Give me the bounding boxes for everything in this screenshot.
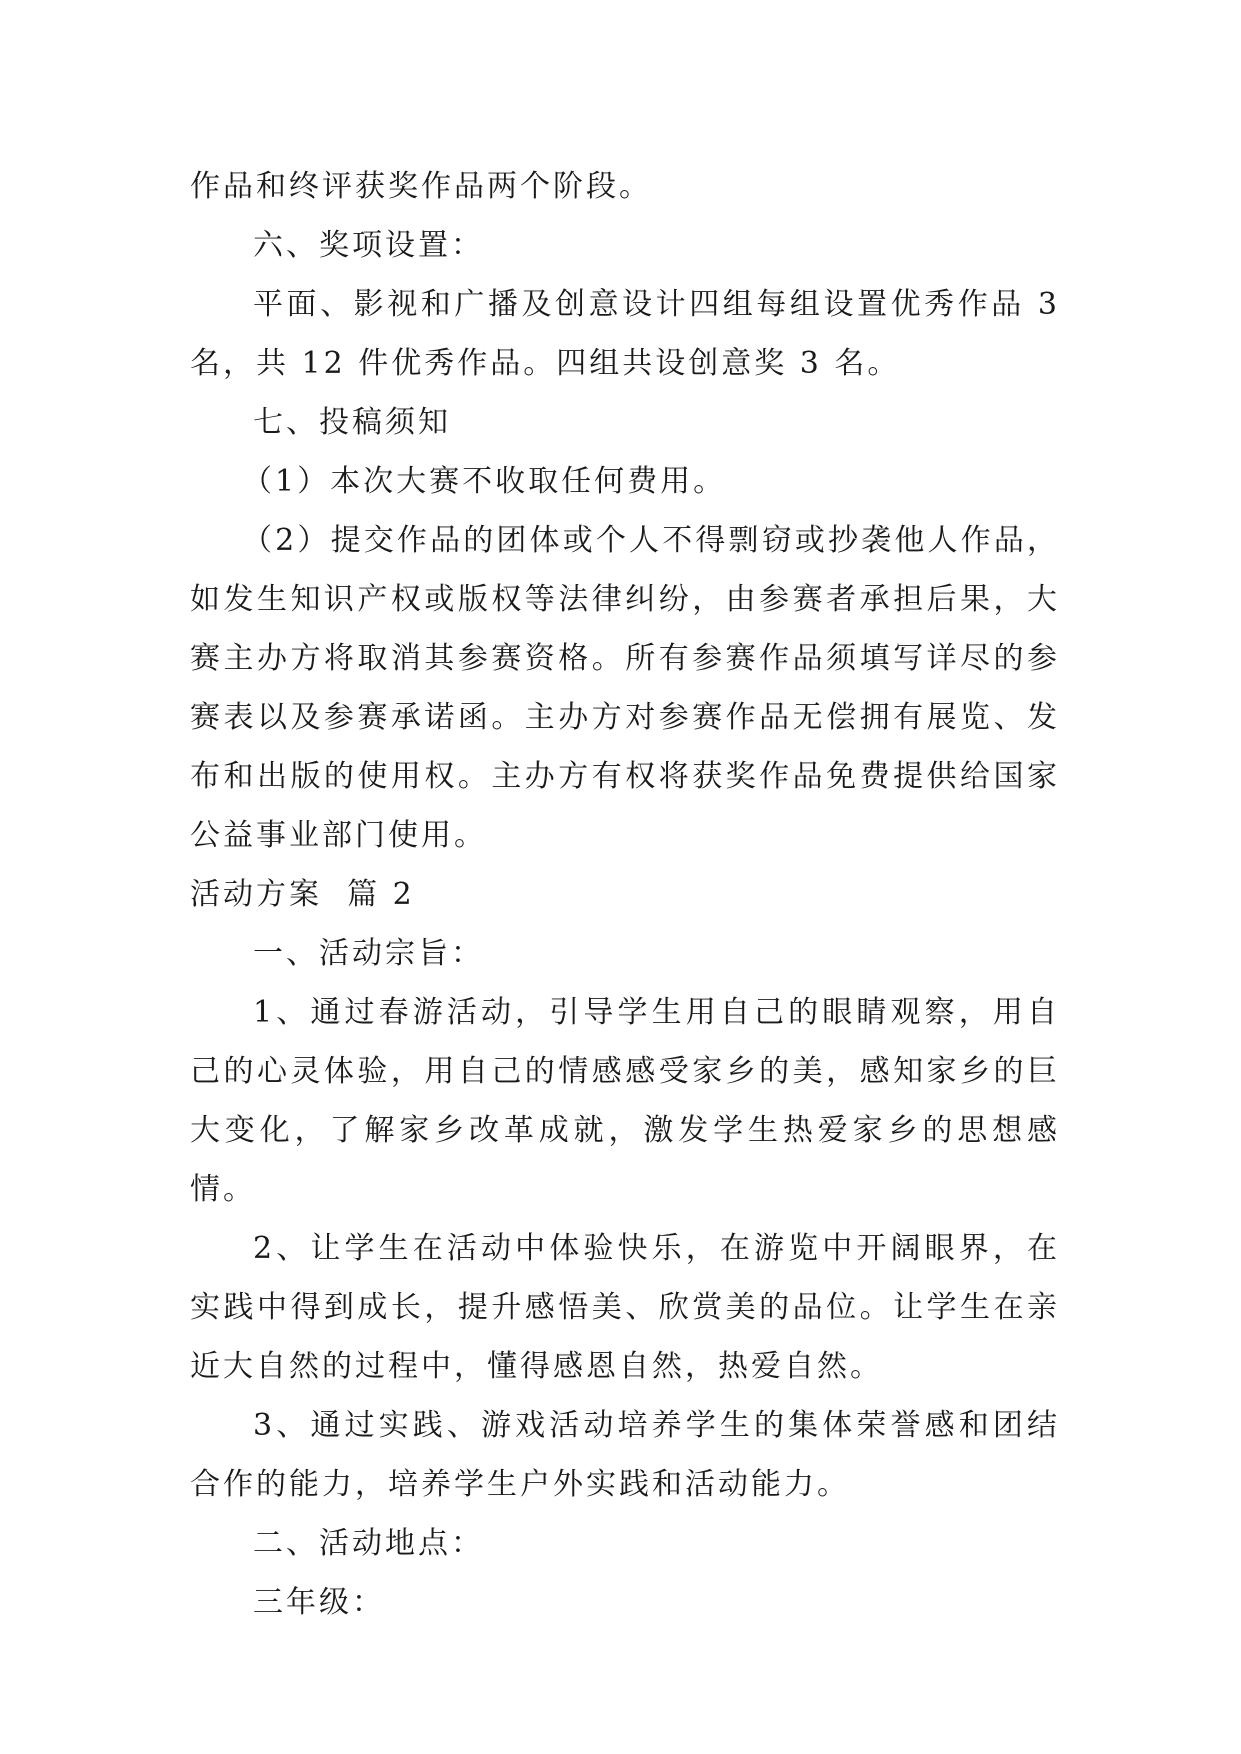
section-heading-awards: 六、奖项设置： — [253, 228, 484, 263]
paragraph-awards: 平面、影视和广播及创意设计四组每组设置优秀作品 3 名，共 12 件优秀作品。四组共设创意奖 3 名。 — [190, 287, 1060, 381]
paragraph-purpose-2: 2、让学生在活动中体验快乐，在游览中开阔眼界，在实践中得到成长，提升感悟美、欣赏美的品位。让学生在亲近大自然的过程中，懂得感恩自然，热爱自然。 — [190, 1231, 1060, 1384]
plan-2-title: 活动方案 篇 2 — [190, 877, 415, 912]
section-heading-purpose: 一、活动宗旨： — [253, 936, 484, 971]
paragraph-purpose-3: 3、通过实践、游戏活动培养学生的集体荣誉感和团结合作的能力，培养学生户外实践和活动能力。 — [190, 1408, 1060, 1502]
paragraph-grade-3: 三年级： — [253, 1585, 385, 1620]
section-heading-location: 二、活动地点： — [253, 1526, 484, 1561]
section-heading-submission: 七、投稿须知 — [253, 405, 451, 440]
paragraph-purpose-1: 1、通过春游活动，引导学生用自己的眼睛观察，用自己的心灵体验，用自己的情感感受家乡的美，感知家乡的巨大变化，了解家乡改革成就，激发学生热爱家乡的思想感情。 — [190, 995, 1060, 1207]
document-body — [190, 157, 1060, 1632]
paragraph-continuation: 作品和终评获奖作品两个阶段。 — [190, 169, 652, 204]
paragraph-rule-2: （2）提交作品的团体或个人不得剽窃或抄袭他人作品，如发生知识产权或版权等法律纠纷，由参赛者承担后果，大赛主办方将取消其参赛资格。所有参赛作品须填写详尽的参赛表以及参赛承诺函。主办方对参赛作品无偿拥有展览、发布和出版的使用权。主办方有权将获奖作品免费提供给国家公益事业部门使用。 — [190, 523, 1060, 853]
paragraph-rule-1: （1）本次大赛不收取任何费用。 — [242, 464, 727, 499]
